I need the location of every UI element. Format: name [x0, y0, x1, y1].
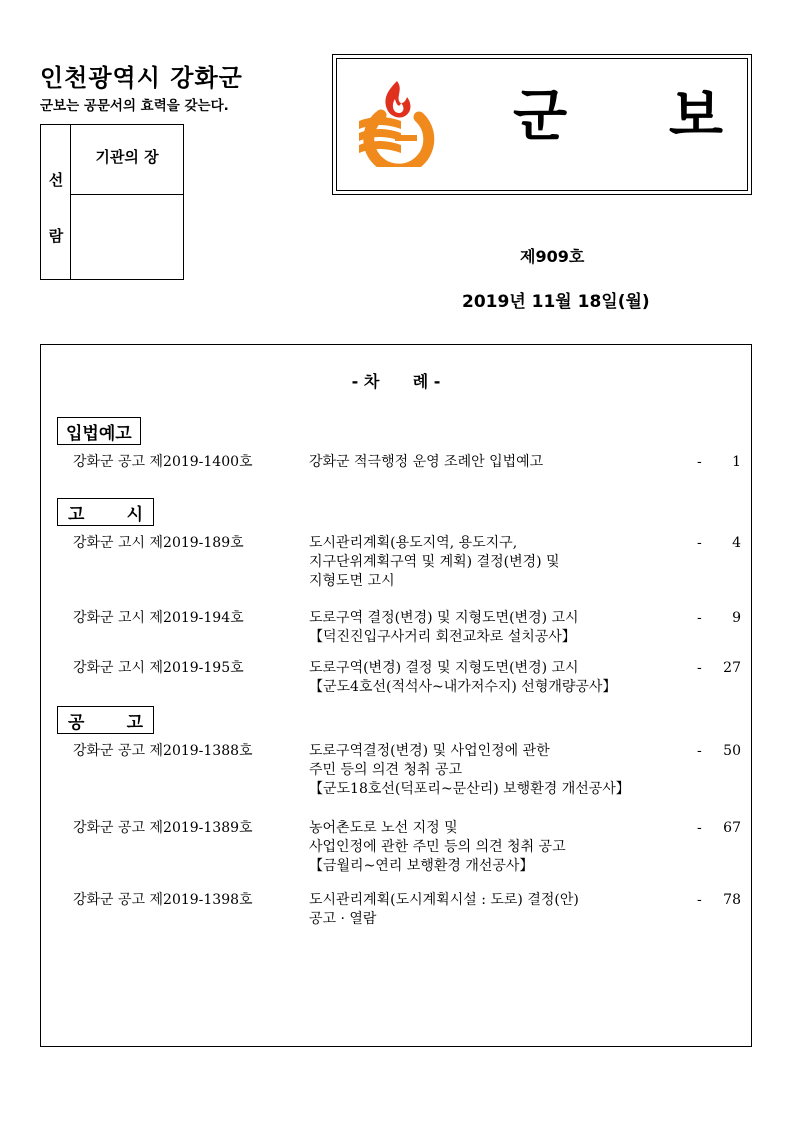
org-title: 인천광역시 강화군 [40, 64, 243, 92]
toc-entry-desc-line: 【덕진진입구사거리 회전교차로 설치공사】 [309, 629, 576, 645]
toc-entry-desc-line: 지구단위계획구역 및 계획) 결정(변경) 및 [309, 554, 560, 570]
toc-entry-dash: - [697, 454, 702, 470]
gazette-banner [332, 54, 752, 195]
toc-entry-desc-line: 강화군 적극행정 운영 조례안 입법예고 [309, 454, 544, 470]
toc-entry-dash: - [697, 610, 702, 626]
toc-entry-desc-line: 도시관리계획(용도지역, 용도지구, [309, 535, 518, 551]
toc-entry-desc [309, 659, 689, 697]
banner-char-1: 군 [513, 84, 568, 149]
toc-entry-page: 50 [723, 743, 741, 759]
approval-label-top: 선 [48, 171, 64, 189]
toc-entry-desc-line: 도로구역(변경) 결정 및 지형도면(변경) 고시 [309, 660, 579, 676]
toc-entry-desc-line: 사업인정에 관한 주민 등의 의견 청취 공고 [309, 839, 566, 855]
toc-entry-ref: 강화군 공고 제2019-1389호 [73, 820, 253, 836]
toc-entry-desc-line: 도로구역 결정(변경) 및 지형도면(변경) 고시 [309, 610, 579, 626]
toc-entry-ref: 강화군 공고 제2019-1400호 [73, 454, 253, 470]
toc-entry-dash: - [697, 660, 702, 676]
approval-box [40, 124, 184, 280]
toc-entry-dash: - [697, 820, 702, 836]
toc-entry-desc-line: 【군도18호선(덕포리~문산리) 보행환경 개선공사】 [309, 781, 630, 797]
section-label-legislative-notice: 입법예고 [57, 417, 141, 445]
toc-entry-desc [309, 453, 689, 472]
toc-entry-desc-line: 【금월리~연리 보행환경 개선공사】 [309, 858, 534, 874]
toc-title: - 차 례 - [351, 372, 441, 391]
table-of-contents [40, 344, 752, 1047]
toc-entry-desc [309, 819, 689, 876]
toc-entry-page: 1 [732, 454, 741, 470]
toc-entry-dash: - [697, 892, 702, 908]
toc-entry-page: 9 [732, 610, 741, 626]
section-label-char: 고 [126, 712, 143, 733]
toc-entry-desc-line: 농어촌도로 노선 지정 및 [309, 820, 458, 836]
issue-date: 2019년 11월 18일(월) [462, 292, 650, 312]
section-label-char: 시 [126, 504, 143, 525]
toc-entry-ref: 강화군 고시 제2019-195호 [73, 660, 244, 676]
toc-entry-dash: - [697, 743, 702, 759]
toc-entry-desc [309, 534, 689, 591]
section-label-char: 공 [68, 712, 85, 733]
org-subtitle: 군보는 공문서의 효력을 갖는다. [40, 98, 229, 114]
approval-label-column [41, 125, 71, 279]
section-label-notification [57, 498, 154, 526]
toc-entry-desc [309, 742, 689, 799]
toc-entry-desc-line: 공고 · 열람 [309, 911, 377, 927]
toc-entry-page: 27 [723, 660, 741, 676]
toc-entry-desc-line: 지형도면 고시 [309, 573, 395, 589]
toc-entry-desc-line: 도로구역결정(변경) 및 사업인정에 관한 [309, 743, 550, 759]
toc-entry-desc-line: 주민 등의 의견 청취 공고 [309, 762, 463, 778]
county-emblem-icon [357, 77, 443, 167]
toc-entry-ref: 강화군 고시 제2019-194호 [73, 610, 244, 626]
toc-entry-page: 78 [723, 892, 741, 908]
banner-title [513, 83, 723, 150]
toc-entry-desc [309, 891, 689, 929]
banner-char-2: 보 [668, 84, 723, 149]
toc-entry-desc-line: 【군도4호선(적석사~내가저수지) 선형개량공사】 [309, 679, 617, 695]
toc-entry-ref: 강화군 고시 제2019-189호 [73, 535, 244, 551]
toc-entry-ref: 강화군 공고 제2019-1398호 [73, 892, 253, 908]
toc-entry-ref: 강화군 공고 제2019-1388호 [73, 743, 253, 759]
approval-label-bottom: 람 [48, 227, 64, 245]
toc-entry-desc-line: 도시관리계획(도시계획시설 : 도로) 결정(안) [309, 892, 579, 908]
toc-entry-page: 4 [732, 535, 741, 551]
toc-entry-dash: - [697, 535, 702, 551]
section-label-public-notice [57, 706, 154, 734]
toc-entry-desc [309, 609, 689, 647]
issue-number: 제909호 [520, 247, 585, 266]
section-label-char: 고 [68, 504, 85, 525]
approval-head-cell: 기관의 장 [71, 125, 183, 195]
toc-entry-page: 67 [723, 820, 741, 836]
